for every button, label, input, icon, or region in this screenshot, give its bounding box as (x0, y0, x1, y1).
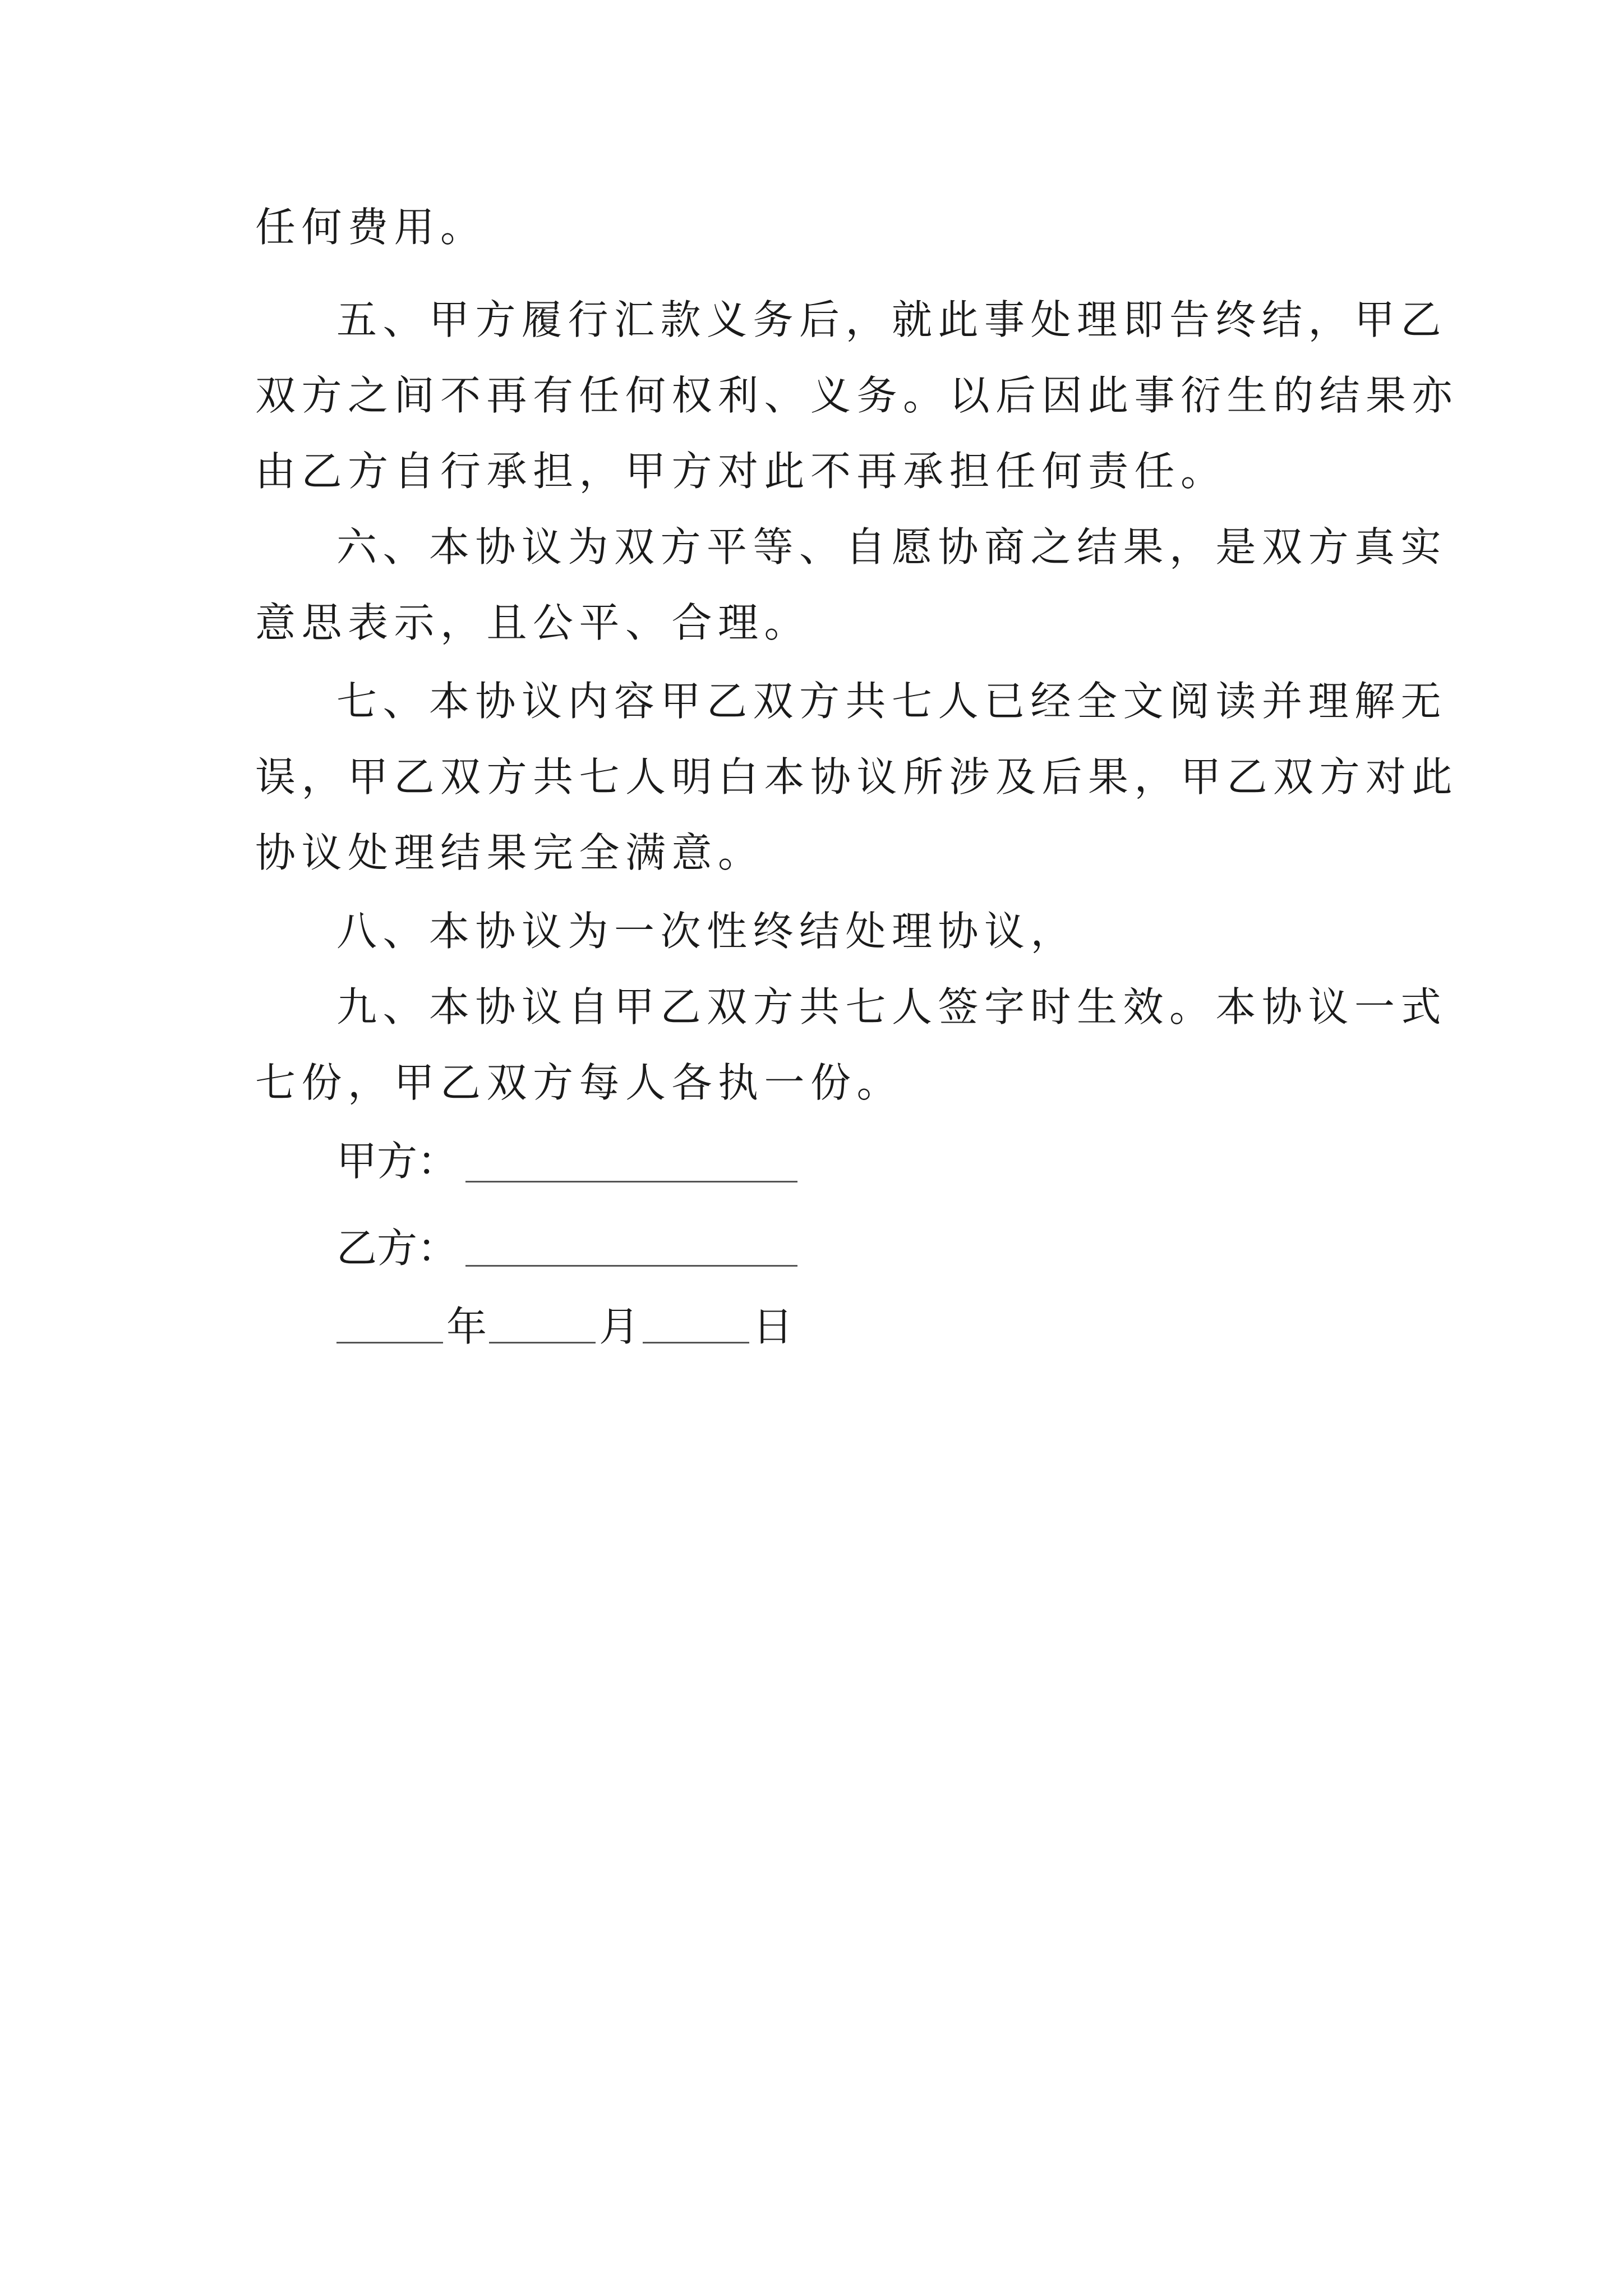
year-blank[interactable] (336, 1342, 443, 1343)
paragraph-5-line-3: 由乙方自行承担，甲方对此不再承担任何责任。 (255, 448, 1227, 495)
month-label: 月 (599, 1303, 640, 1350)
paragraph-8: 八、本协议为一次性终结处理协议， (336, 908, 1077, 955)
day-blank[interactable] (643, 1342, 749, 1343)
day-label: 日 (753, 1303, 794, 1350)
paragraph-9-line-2: 七份，甲乙双方每人各执一份。 (255, 1059, 903, 1106)
year-label: 年 (446, 1303, 487, 1350)
party-b-signature-line[interactable] (465, 1265, 797, 1267)
month-blank[interactable] (489, 1342, 596, 1343)
paragraph-4-tail: 任何费用。 (255, 204, 487, 251)
paragraph-7-line-2: 误，甲乙双方共七人明白本协议所涉及后果，甲乙双方对此 (255, 753, 1459, 800)
paragraph-9-line-1: 九、本协议自甲乙双方共七人签字时生效。本协议一式 (336, 983, 1447, 1030)
paragraph-7-line-1: 七、本协议内容甲乙双方共七人已经全文阅读并理解无 (336, 678, 1447, 725)
paragraph-5-line-1: 五、甲方履行汇款义务后，就此事处理即告终结，甲乙 (336, 296, 1447, 343)
party-a-label: 甲方： (336, 1138, 458, 1185)
party-b-label: 乙方： (336, 1225, 458, 1272)
paragraph-7-line-3: 协议处理结果完全满意。 (255, 829, 764, 876)
paragraph-6-line-2: 意思表示，且公平、合理。 (255, 599, 811, 646)
paragraph-5-line-2: 双方之间不再有任何权利、义务。以后因此事衍生的结果亦 (255, 372, 1459, 419)
paragraph-6-line-1: 六、本协议为双方平等、自愿协商之结果，是双方真实 (336, 523, 1447, 570)
party-a-signature-line[interactable] (465, 1181, 797, 1182)
